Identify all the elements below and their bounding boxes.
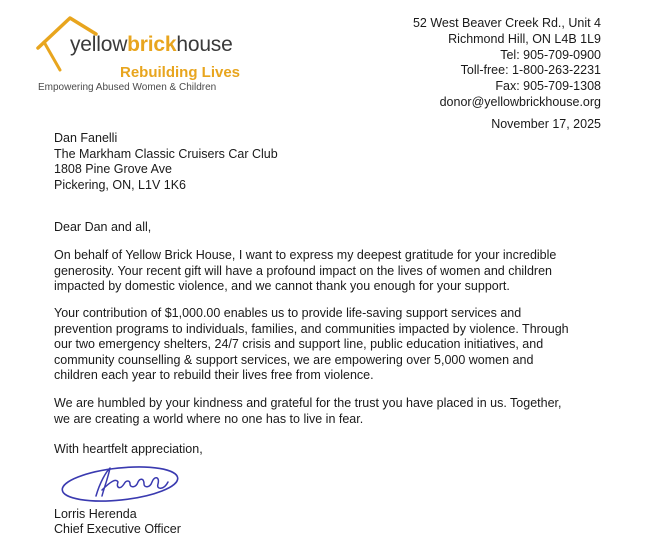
email-address[interactable]: donor@yellowbrickhouse.org <box>439 94 601 109</box>
paragraph-line: We are humbled by your kindness and grateful for the trust you have placed in us. Together, <box>54 396 562 410</box>
phone-number: Tel: 905-709-0900 <box>500 47 601 62</box>
paragraph-line: generosity. Your recent gift will have a profound impact on the lives of women and children <box>54 263 552 278</box>
body-paragraph-2 <box>54 306 614 384</box>
closing: With heartfelt appreciation, <box>54 442 203 456</box>
address-line-2: Richmond Hill, ON L4B 1L9 <box>448 31 601 46</box>
paragraph-line: On behalf of Yellow Brick House, I want to express my deepest gratitude for your incredible <box>54 248 557 262</box>
tollfree-number: Toll-free: 1-800-263-2231 <box>460 63 601 78</box>
paragraph-line: our two emergency shelters, 24/7 crisis and support line, public education initiatives, and <box>54 337 544 351</box>
signer-title: Chief Executive Officer <box>54 522 181 537</box>
letter-date: November 17, 2025 <box>491 117 601 131</box>
recipient-address <box>54 131 278 193</box>
recipient-street: 1808 Pine Grove Ave <box>54 162 172 177</box>
logo-wordmark <box>70 34 233 55</box>
paragraph-line: prevention programs to individuals, families, and communities impacted by violence. Through <box>54 321 569 336</box>
logo-word-yellow: yellow <box>70 33 128 56</box>
paragraph-line: Your contribution of $1,000.00 enables us to provide life-saving support services and <box>54 306 522 320</box>
salutation: Dear Dan and all, <box>54 220 152 234</box>
logo-subtitle: Empowering Abused Women & Children <box>38 82 217 93</box>
paragraph-line: we are creating a world where no one has to live in fear. <box>54 411 364 426</box>
paragraph-line: children each year to rebuild their lives free from violence. <box>54 368 374 382</box>
fax-number: Fax: 905-709-1308 <box>495 79 601 94</box>
letterhead-logo <box>28 8 258 100</box>
recipient-organization: The Markham Classic Cruisers Car Club <box>54 146 278 161</box>
paragraph-line: community counselling & support services, we are empowering over 5,000 women and <box>54 352 534 367</box>
logo-tagline: Rebuilding Lives <box>120 64 241 81</box>
body-paragraph-1 <box>54 248 614 295</box>
signer-name: Lorris Herenda <box>54 507 137 521</box>
paragraph-line: impacted by domestic violence, and we cannot thank you enough for your support. <box>54 279 510 293</box>
handwritten-signature <box>58 460 188 506</box>
contact-block <box>413 16 601 111</box>
logo-word-brick: brick <box>127 33 177 56</box>
logo-word-house: house <box>176 33 233 56</box>
recipient-name: Dan Fanelli <box>54 131 118 145</box>
address-line-1: 52 West Beaver Creek Rd., Unit 4 <box>412 16 601 30</box>
body-paragraph-3 <box>54 396 614 427</box>
recipient-city: Pickering, ON, L1V 1K6 <box>54 177 187 192</box>
